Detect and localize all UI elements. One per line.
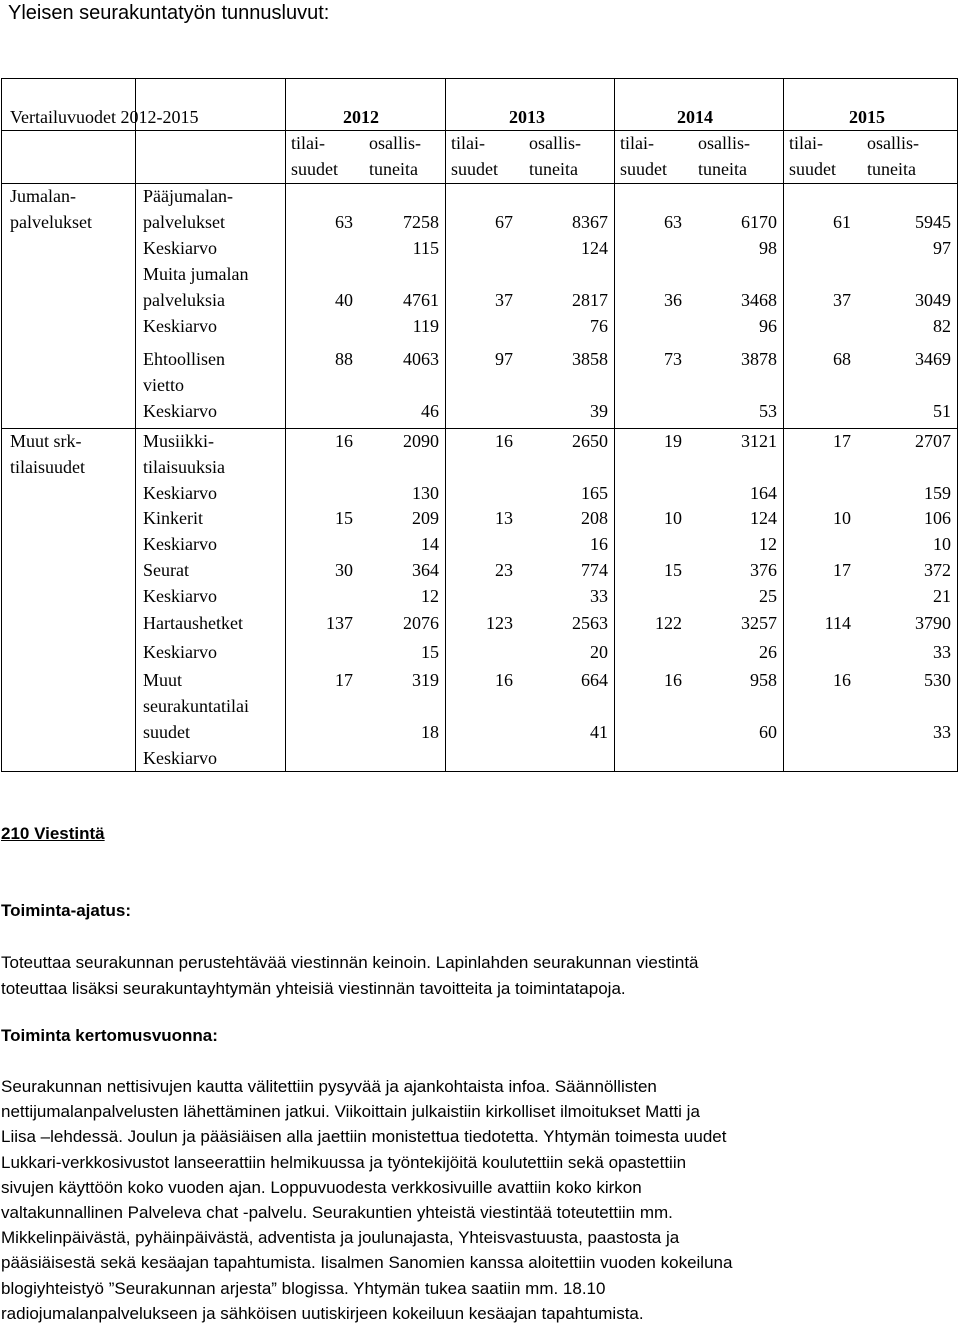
- paragraph-line: Lukkari-verkkosivustot lanseerattiin helmikuussa ja työntekijöitä koulutettiin sekä opastettiin: [1, 1152, 687, 1172]
- row-label: Ehtoollisen: [143, 349, 225, 369]
- osallistuneita-value: 958: [750, 670, 777, 690]
- paragraph-line: nettijumalanpalvelusten lähettäminen jatkui. Viikoittain julkaistiin kirkolliset ilmoitukset Matti ja: [1, 1102, 700, 1122]
- osallistuneita-value: 2563: [572, 613, 608, 633]
- keskiarvo-value: 119: [412, 316, 439, 336]
- tilaisuudet-value: 16: [664, 670, 682, 690]
- keskiarvo-value: 53: [759, 401, 777, 421]
- tilaisuudet-value: 16: [495, 670, 513, 690]
- osallistuneita-value: 364: [412, 560, 439, 580]
- osallistuneita-value: 3878: [741, 349, 777, 369]
- keskiarvo-value: 33: [590, 586, 608, 606]
- report-heading: Toiminta kertomusvuonna:: [1, 1026, 218, 1045]
- osallistuneita-value: 208: [581, 508, 608, 528]
- keskiarvo-value: 124: [581, 238, 608, 258]
- osallistuneita-subheader: osallis-: [369, 133, 421, 153]
- tilaisuudet-subheader: suudet: [620, 159, 667, 179]
- row-label: Keskiarvo: [143, 748, 217, 768]
- osallistuneita-value: 530: [924, 670, 951, 690]
- keskiarvo-value: 98: [759, 238, 777, 258]
- row-label: Kinkerit: [143, 508, 203, 528]
- keskiarvo-value: 12: [759, 534, 777, 554]
- keskiarvo-value: 33: [933, 642, 951, 662]
- paragraph-line: Mikkelinpäivästä, pyhäinpäivästä, adventista ja joulunajasta, Yhteisvastuusta, paastosta ja: [1, 1228, 680, 1248]
- year-header: 2012: [343, 107, 379, 127]
- keskiarvo-value: 76: [590, 316, 608, 336]
- tilaisuudet-value: 16: [335, 431, 353, 451]
- tilaisuudet-value: 15: [335, 508, 353, 528]
- keskiarvo-value: 51: [933, 401, 951, 421]
- osallistuneita-value: 4063: [403, 349, 439, 369]
- tilaisuudet-value: 17: [833, 431, 851, 451]
- osallistuneita-value: 7258: [403, 212, 439, 232]
- tilaisuudet-value: 17: [833, 560, 851, 580]
- paragraph-line: pääsiäisestä sekä kesäajan tapahtumista. Iisalmen Sanomien kanssa aloitettiin vuoden kokeiluna: [1, 1253, 733, 1273]
- osallistuneita-subheader: tuneita: [698, 159, 747, 179]
- tilaisuudet-value: 17: [335, 670, 353, 690]
- section-title: 210 Viestintä: [1, 824, 105, 843]
- paragraph-line: blogiyhteistyö ”Seurakunnan arjesta” blogissa. Yhtymän tukea saatiin mm. 18.10: [1, 1278, 606, 1298]
- keskiarvo-value: 115: [412, 238, 439, 258]
- osallistuneita-subheader: osallis-: [698, 133, 750, 153]
- page-title: Yleisen seurakuntatyön tunnusluvut:: [8, 2, 330, 24]
- tilaisuudet-value: 16: [495, 431, 513, 451]
- tilaisuudet-value: 37: [495, 290, 513, 310]
- keskiarvo-value: 60: [759, 722, 777, 742]
- paragraph-line: Seurakunnan nettisivujen kautta välitettiin pysyvää ja ajankohtaista infoa. Säännöllisten: [1, 1077, 657, 1096]
- osallistuneita-value: 106: [924, 508, 951, 528]
- row-label: Musiikki-: [143, 431, 215, 451]
- group-label: tilaisuudet: [10, 457, 85, 477]
- group-label: palvelukset: [10, 212, 92, 232]
- osallistuneita-value: 4761: [403, 290, 439, 310]
- row-label: Muita jumalan: [143, 264, 249, 284]
- keskiarvo-value: 26: [759, 642, 777, 662]
- tilaisuudet-value: 122: [655, 613, 682, 633]
- osallistuneita-value: 8367: [572, 212, 608, 232]
- osallistuneita-subheader: tuneita: [867, 159, 916, 179]
- osallistuneita-value: 2707: [915, 431, 951, 451]
- keskiarvo-value: 33: [933, 722, 951, 742]
- osallistuneita-value: 3049: [915, 290, 951, 310]
- aim-heading: Toiminta-ajatus:: [1, 901, 132, 920]
- keskiarvo-value: 18: [421, 722, 439, 742]
- tilaisuudet-value: 73: [664, 349, 682, 369]
- osallistuneita-value: 2817: [572, 290, 608, 310]
- group-label: Muut srk-: [10, 431, 82, 451]
- paragraph-line: toteuttaa lisäksi seurakuntayhtymän yhteisiä viestinnän tavoitteita ja toimintatapoja.: [1, 978, 626, 998]
- keskiarvo-value: 96: [759, 316, 777, 336]
- osallistuneita-subheader: tuneita: [369, 159, 418, 179]
- tilaisuudet-value: 10: [833, 508, 851, 528]
- group-label: Jumalan-: [10, 186, 76, 206]
- osallistuneita-value: 774: [581, 560, 608, 580]
- keskiarvo-value: 12: [421, 586, 439, 606]
- row-label: Keskiarvo: [143, 642, 217, 662]
- osallistuneita-value: 3469: [915, 349, 951, 369]
- keskiarvo-value: 39: [590, 401, 608, 421]
- tilaisuudet-subheader: suudet: [451, 159, 498, 179]
- row-label: seurakuntatilai: [143, 696, 249, 716]
- tilaisuudet-value: 23: [495, 560, 513, 580]
- osallistuneita-subheader: osallis-: [529, 133, 581, 153]
- row-label: palvelukset: [143, 212, 225, 232]
- osallistuneita-subheader: osallis-: [867, 133, 919, 153]
- paragraph-line: Toteuttaa seurakunnan perustehtävää viestinnän keinoin. Lapinlahden seurakunnan viestintä: [1, 953, 699, 972]
- keskiarvo-value: 82: [933, 316, 951, 336]
- osallistuneita-value: 6170: [741, 212, 777, 232]
- tilaisuudet-subheader: suudet: [291, 159, 338, 179]
- keskiarvo-value: 41: [590, 722, 608, 742]
- tilaisuudet-value: 61: [833, 212, 851, 232]
- keskiarvo-value: 46: [421, 401, 439, 421]
- keskiarvo-value: 16: [590, 534, 608, 554]
- tilaisuudet-value: 13: [495, 508, 513, 528]
- row-label: Hartaushetket: [143, 613, 243, 633]
- paragraph-line: sivujen käyttöön koko vuoden ajan. Loppuvuodesta verkkosivuille avattiin koko kirkon: [1, 1177, 642, 1197]
- osallistuneita-value: 2090: [403, 431, 439, 451]
- row-label: Keskiarvo: [143, 401, 217, 421]
- keskiarvo-value: 159: [924, 483, 951, 503]
- row-label: tilaisuuksia: [143, 457, 225, 477]
- row-label: suudet: [143, 722, 190, 742]
- keskiarvo-value: 15: [421, 642, 439, 662]
- row-label: palveluksia: [143, 290, 225, 310]
- keskiarvo-value: 165: [581, 483, 608, 503]
- row-label: Keskiarvo: [143, 586, 217, 606]
- tilaisuudet-subheader: tilai-: [451, 133, 485, 153]
- osallistuneita-value: 3790: [915, 613, 951, 633]
- osallistuneita-value: 376: [750, 560, 777, 580]
- osallistuneita-value: 3257: [741, 613, 777, 633]
- keskiarvo-value: 130: [412, 483, 439, 503]
- tilaisuudet-value: 10: [664, 508, 682, 528]
- row-label: Keskiarvo: [143, 238, 217, 258]
- tilaisuudet-subheader: tilai-: [620, 133, 654, 153]
- tilaisuudet-subheader: tilai-: [291, 133, 325, 153]
- year-header: 2014: [677, 107, 713, 127]
- osallistuneita-value: 3121: [741, 431, 777, 451]
- osallistuneita-value: 319: [412, 670, 439, 690]
- keskiarvo-value: 21: [933, 586, 951, 606]
- year-header: 2015: [849, 107, 885, 127]
- tilaisuudet-value: 114: [824, 613, 851, 633]
- tilaisuudet-value: 123: [486, 613, 513, 633]
- osallistuneita-value: 2650: [572, 431, 608, 451]
- row-label: Keskiarvo: [143, 483, 217, 503]
- osallistuneita-value: 124: [750, 508, 777, 528]
- tilaisuudet-value: 97: [495, 349, 513, 369]
- keskiarvo-value: 10: [933, 534, 951, 554]
- keskiarvo-value: 20: [590, 642, 608, 662]
- tilaisuudet-value: 36: [664, 290, 682, 310]
- tilaisuudet-value: 67: [495, 212, 513, 232]
- osallistuneita-value: 664: [581, 670, 608, 690]
- osallistuneita-value: 2076: [403, 613, 439, 633]
- osallistuneita-value: 372: [924, 560, 951, 580]
- row-label: vietto: [143, 375, 184, 395]
- osallistuneita-value: 3858: [572, 349, 608, 369]
- osallistuneita-value: 3468: [741, 290, 777, 310]
- paragraph-line: Liisa –lehdessä. Joulun ja pääsiäisen alla jaettiin monistettua tiedotetta. Yhtymän toimesta uudet: [1, 1127, 727, 1147]
- keskiarvo-value: 25: [759, 586, 777, 606]
- paragraph-line: radiojumalanpalvelukseen ja sähköisen uutiskirjeen kokeiluun kesäajan tapahtumista.: [1, 1303, 644, 1323]
- osallistuneita-subheader: tuneita: [529, 159, 578, 179]
- tilaisuudet-value: 63: [664, 212, 682, 232]
- row-label: Seurat: [143, 560, 189, 580]
- tilaisuudet-value: 37: [833, 290, 851, 310]
- year-header: 2013: [509, 107, 545, 127]
- tilaisuudet-value: 30: [335, 560, 353, 580]
- row-label: Muut: [143, 670, 183, 690]
- osallistuneita-value: 209: [412, 508, 439, 528]
- tilaisuudet-value: 15: [664, 560, 682, 580]
- tilaisuudet-value: 19: [664, 431, 682, 451]
- table-caption: Vertailuvuodet 2012-2015: [10, 107, 199, 127]
- row-label: Pääjumalan-: [143, 186, 233, 206]
- osallistuneita-value: 5945: [915, 212, 951, 232]
- tilaisuudet-value: 88: [335, 349, 353, 369]
- keskiarvo-value: 97: [933, 238, 951, 258]
- tilaisuudet-value: 68: [833, 349, 851, 369]
- tilaisuudet-value: 16: [833, 670, 851, 690]
- tilaisuudet-value: 40: [335, 290, 353, 310]
- keskiarvo-value: 14: [421, 534, 439, 554]
- row-label: Keskiarvo: [143, 534, 217, 554]
- keskiarvo-value: 164: [750, 483, 777, 503]
- statistics-table: [1, 78, 958, 772]
- paragraph-line: valtakunnallinen Palveleva chat -palvelu. Seurakuntien yhteistä viestintää toteutettiin mm.: [1, 1203, 673, 1222]
- tilaisuudet-subheader: tilai-: [789, 133, 823, 153]
- row-label: Keskiarvo: [143, 316, 217, 336]
- tilaisuudet-value: 63: [335, 212, 353, 232]
- tilaisuudet-value: 137: [326, 613, 353, 633]
- tilaisuudet-subheader: suudet: [789, 159, 836, 179]
